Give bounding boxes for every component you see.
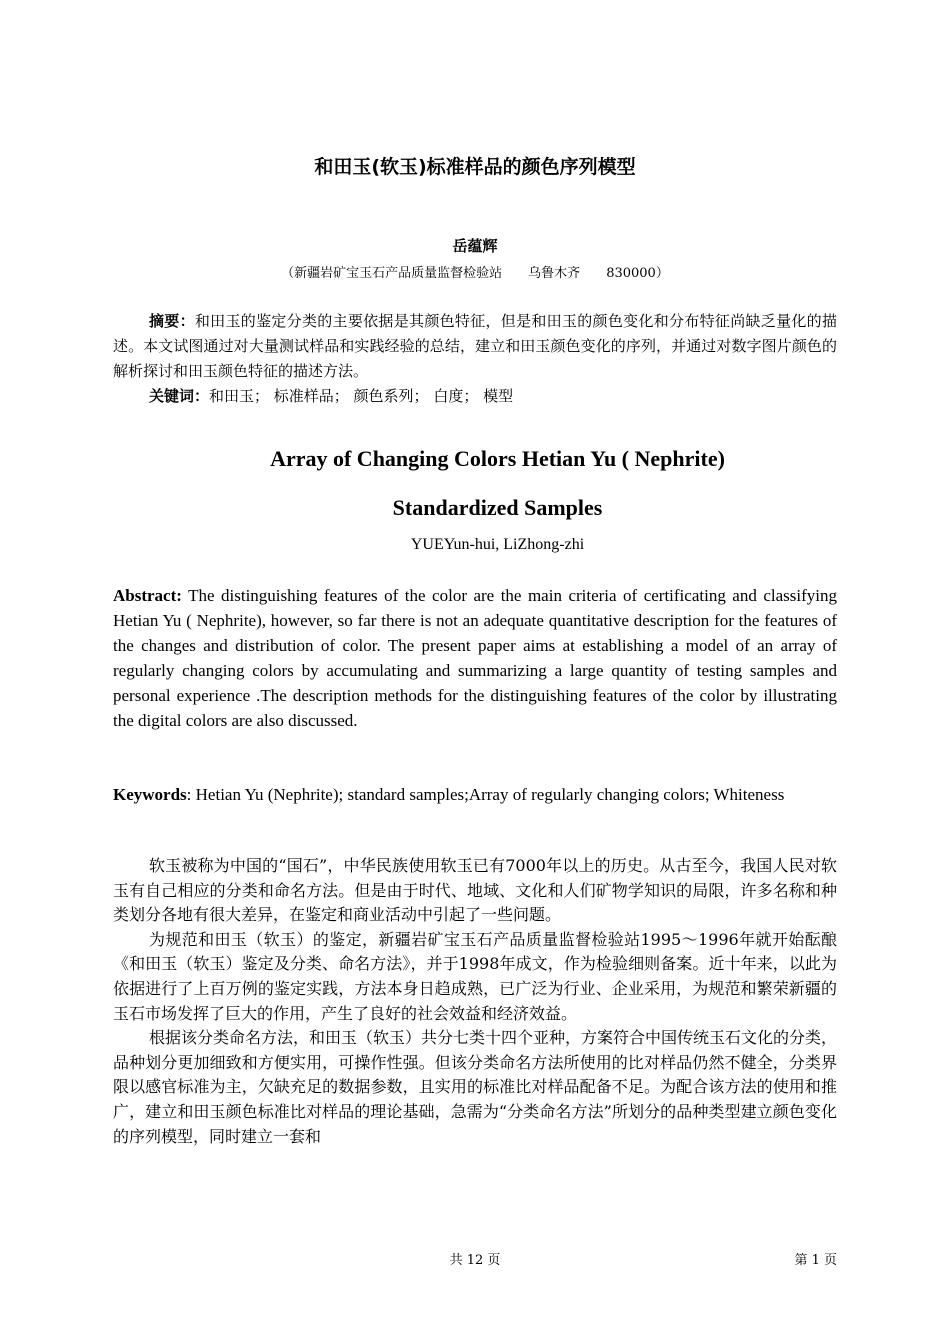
chinese-title: 和田玉(软玉)标准样品的颜色序列模型: [314, 156, 636, 178]
chinese-affiliation: [0, 262, 950, 281]
chinese-author: 岳蕴辉: [452, 237, 498, 255]
body-paragraph: 根据该分类命名方法，和田玉（软玉）共分七类十四个亚种，方案符合中国传统玉石文化的分类，品种划分更加细致和方便实用，可操作性强。但该分类命名方法所使用的比对样品仍然不健全，分类界限以感官标准为主，欠缺充足的数据参数，且实用的标准比对样品配备不足。为配合该方法的使用和推广，建立和田玉颜色标准比对样品的理论基础，急需为“分类命名方法”所划分的品种类型建立颜色变化的序列模型，同时建立一套和: [113, 1028, 838, 1146]
english-title-line1: Array of Changing Colors Hetian Yu ( Nephrite): [270, 446, 725, 471]
english-abstract-text: The distinguishing features of the color are the main criteria of certificating and classifying Hetian Yu ( Nephrite), however, so far there is not an adequate quantitative description for the features of the changes and distribution of color. The present paper aims at establishing a model of an array of regularly changing colors by accumulating and summarizing a large quantity of testing samples and personal experience .The description methods for the distinguishing features of the color by illustrating the digital colors are also discussed.: [113, 586, 837, 730]
footer-page-number: 第 1 页: [794, 1253, 837, 1268]
body-paragraph: 软玉被称为中国的“国石”，中华民族使用软玉已有7000年以上的历史。从古至今，我国人民对软玉有自己相应的分类和命名方法。但是由于时代、地域、文化和人们矿物学知识的局限，许多名称和种类划分各地有很大差异，在鉴定和商业活动中引起了一些问题。: [113, 856, 837, 925]
affiliation-open: （: [281, 266, 295, 281]
chinese-keywords-text: 和田玉； 标准样品； 颜色系列； 白度； 模型: [209, 387, 514, 405]
chinese-abstract-text: 和田玉的鉴定分类的主要依据是其颜色特征，但是和田玉的颜色变化和分布特征尚缺乏量化的描述。本文试图通过对大量测试样品和实践经验的总结，建立和田玉颜色变化的序列，并通过对数字图片颜色的解析探讨和田玉颜色特征的描述方法。: [113, 312, 837, 380]
english-keywords-text: : Hetian Yu (Nephrite); standard samples;Array of regularly changing colors; Whiteness: [186, 785, 785, 804]
english-keywords: [113, 782, 837, 807]
affiliation-close: ）: [655, 266, 669, 281]
body-text: [113, 854, 837, 1149]
affiliation-city: 乌鲁木齐: [528, 266, 581, 281]
chinese-keywords-label: 关键词：: [149, 387, 210, 405]
chinese-abstract: [113, 309, 837, 384]
english-title-line2: Standardized Samples: [392, 495, 603, 520]
chinese-abstract-label: 摘要：: [149, 312, 195, 330]
affiliation-zip: 830000: [606, 266, 656, 281]
body-paragraph: 为规范和田玉（软玉）的鉴定，新疆岩矿宝玉石产品质量监督检验站1995～1996年就开始酝酿《和田玉（软玉）鉴定及分类、命名方法》，并于1998年成文，作为检验细则备案。近十年来，以此为依据进行了上百万例的鉴定实践，方法本身日趋成熟，已广泛为行业、企业采用，为规范和繁荣新疆的玉石市场发挥了巨大的作用，产生了良好的社会效益和经济效益。: [113, 929, 837, 1023]
chinese-keywords: [149, 384, 837, 409]
affiliation-org: 新疆岩矿宝玉石产品质量监督检验站: [294, 266, 503, 281]
english-abstract: [113, 583, 837, 733]
english-keywords-label: Keywords: [113, 785, 187, 804]
english-abstract-label: Abstract:: [113, 586, 182, 605]
footer-total-pages: 共 12 页: [449, 1253, 501, 1268]
english-authors: YUEYun-hui, LiZhong-zhi: [410, 536, 585, 553]
